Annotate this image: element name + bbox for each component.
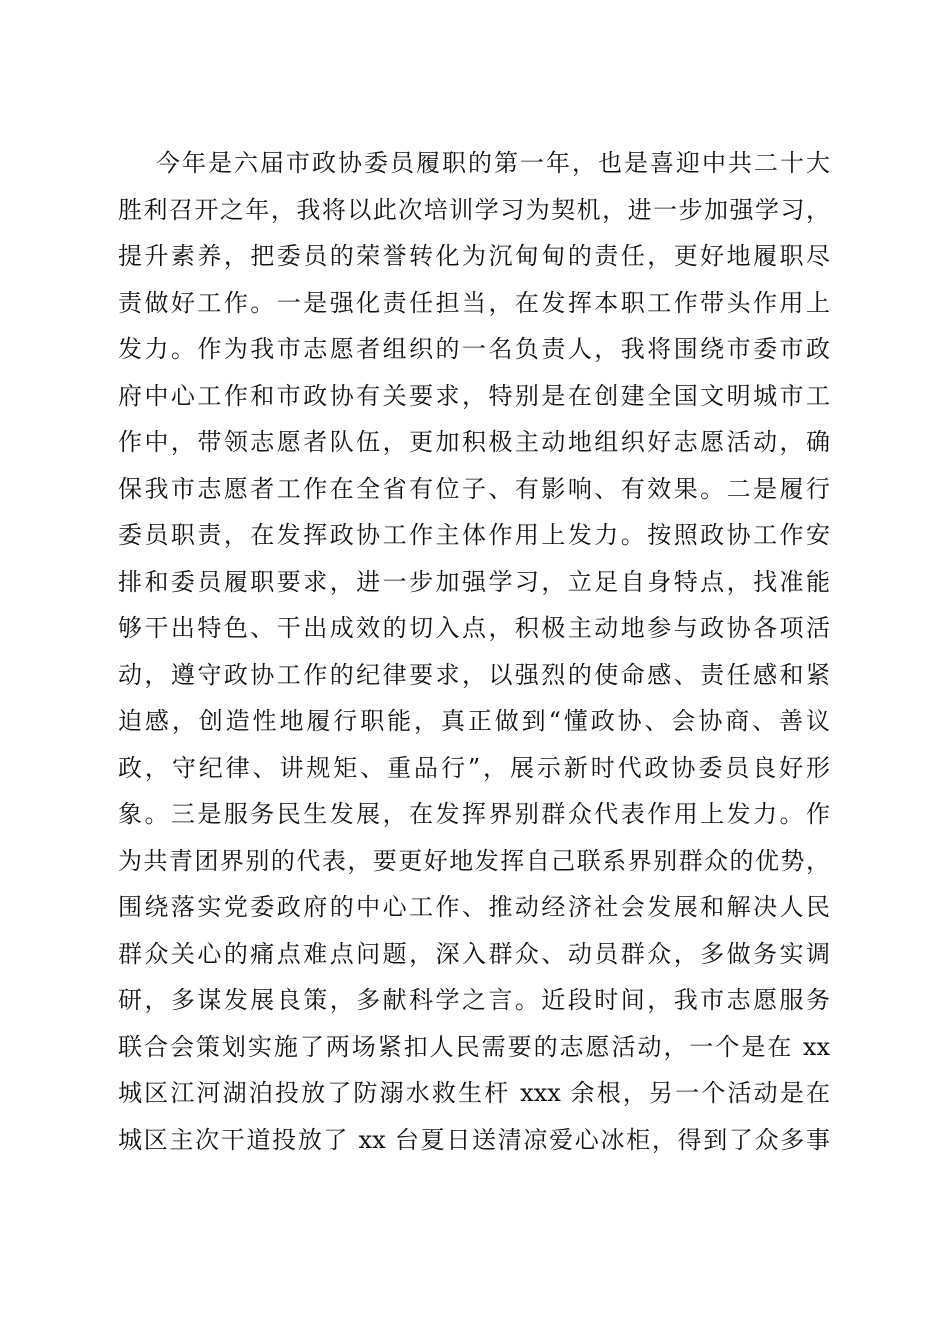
paragraph-line: 动，遵守政协工作的纪律要求，以强烈的使命感、责任感和紧 (118, 660, 830, 689)
paragraph-line: 群众关心的痛点难点问题，深入群众、动员群众，多做务实调 (118, 939, 830, 968)
paragraph-line: 作中，带领志愿者队伍，更加积极主动地组织好志愿活动，确 (118, 428, 830, 456)
paragraph-line: 联合会策划实施了两场紧扣人民需要的志愿活动，一个是在 xx (118, 1032, 830, 1061)
paragraph-line: 够干出特色、干出成效的切入点，积极主动地参与政协各项活 (118, 614, 830, 642)
paragraph-line: 排和委员履职要求，进一步加强学习，立足自身特点，找准能 (118, 567, 830, 596)
paragraph-line: 政，守纪律、讲规矩、重品行”，展示新时代政协委员良好形 (118, 753, 830, 782)
paragraph-line: 责做好工作。一是强化责任担当，在发挥本职工作带头作用上 (118, 288, 830, 317)
paragraph-line: 城区江河湖泊投放了防溺水救生杆 xxx 余根，另一个活动是在 (118, 1079, 830, 1107)
paragraph-line: 胜利召开之年，我将以此次培训学习为契机，进一步加强学习， (118, 195, 830, 224)
paragraph-line: 府中心工作和市政协有关要求，特别是在创建全国文明城市工 (118, 381, 830, 410)
paragraph-line: 迫感，创造性地履行职能，真正做到“懂政协、会协商、善议 (118, 707, 830, 735)
paragraph-line: 提升素养，把委员的荣誉转化为沉甸甸的责任，更好地履职尽 (118, 242, 830, 270)
paragraph-line: 今年是六届市政协委员履职的第一年，也是喜迎中共二十大 (156, 149, 830, 177)
paragraph-line: 研，多谋发展良策，多献科学之言。近段时间，我市志愿服务 (118, 986, 830, 1014)
paragraph-line: 发力。作为我市志愿者组织的一名负责人，我将围绕市委市政 (118, 335, 830, 363)
paragraph-line: 城区主次干道投放了 xx 台夏日送清凉爱心冰柜，得到了众多事 (118, 1125, 830, 1154)
paragraph-line: 象。三是服务民生发展，在发挥界别群众代表作用上发力。作 (118, 800, 830, 828)
paragraph-line: 为共青团界别的代表，要更好地发挥自己联系界别群众的优势， (118, 846, 830, 875)
paragraph-line: 保我市志愿者工作在全省有位子、有影响、有效果。二是履行 (118, 474, 830, 503)
body-paragraph (118, 140, 830, 1163)
paragraph-line: 委员职责，在发挥政协工作主体作用上发力。按照政协工作安 (118, 521, 830, 549)
paragraph-line: 围绕落实党委政府的中心工作、推动经济社会发展和解决人民 (118, 893, 830, 921)
